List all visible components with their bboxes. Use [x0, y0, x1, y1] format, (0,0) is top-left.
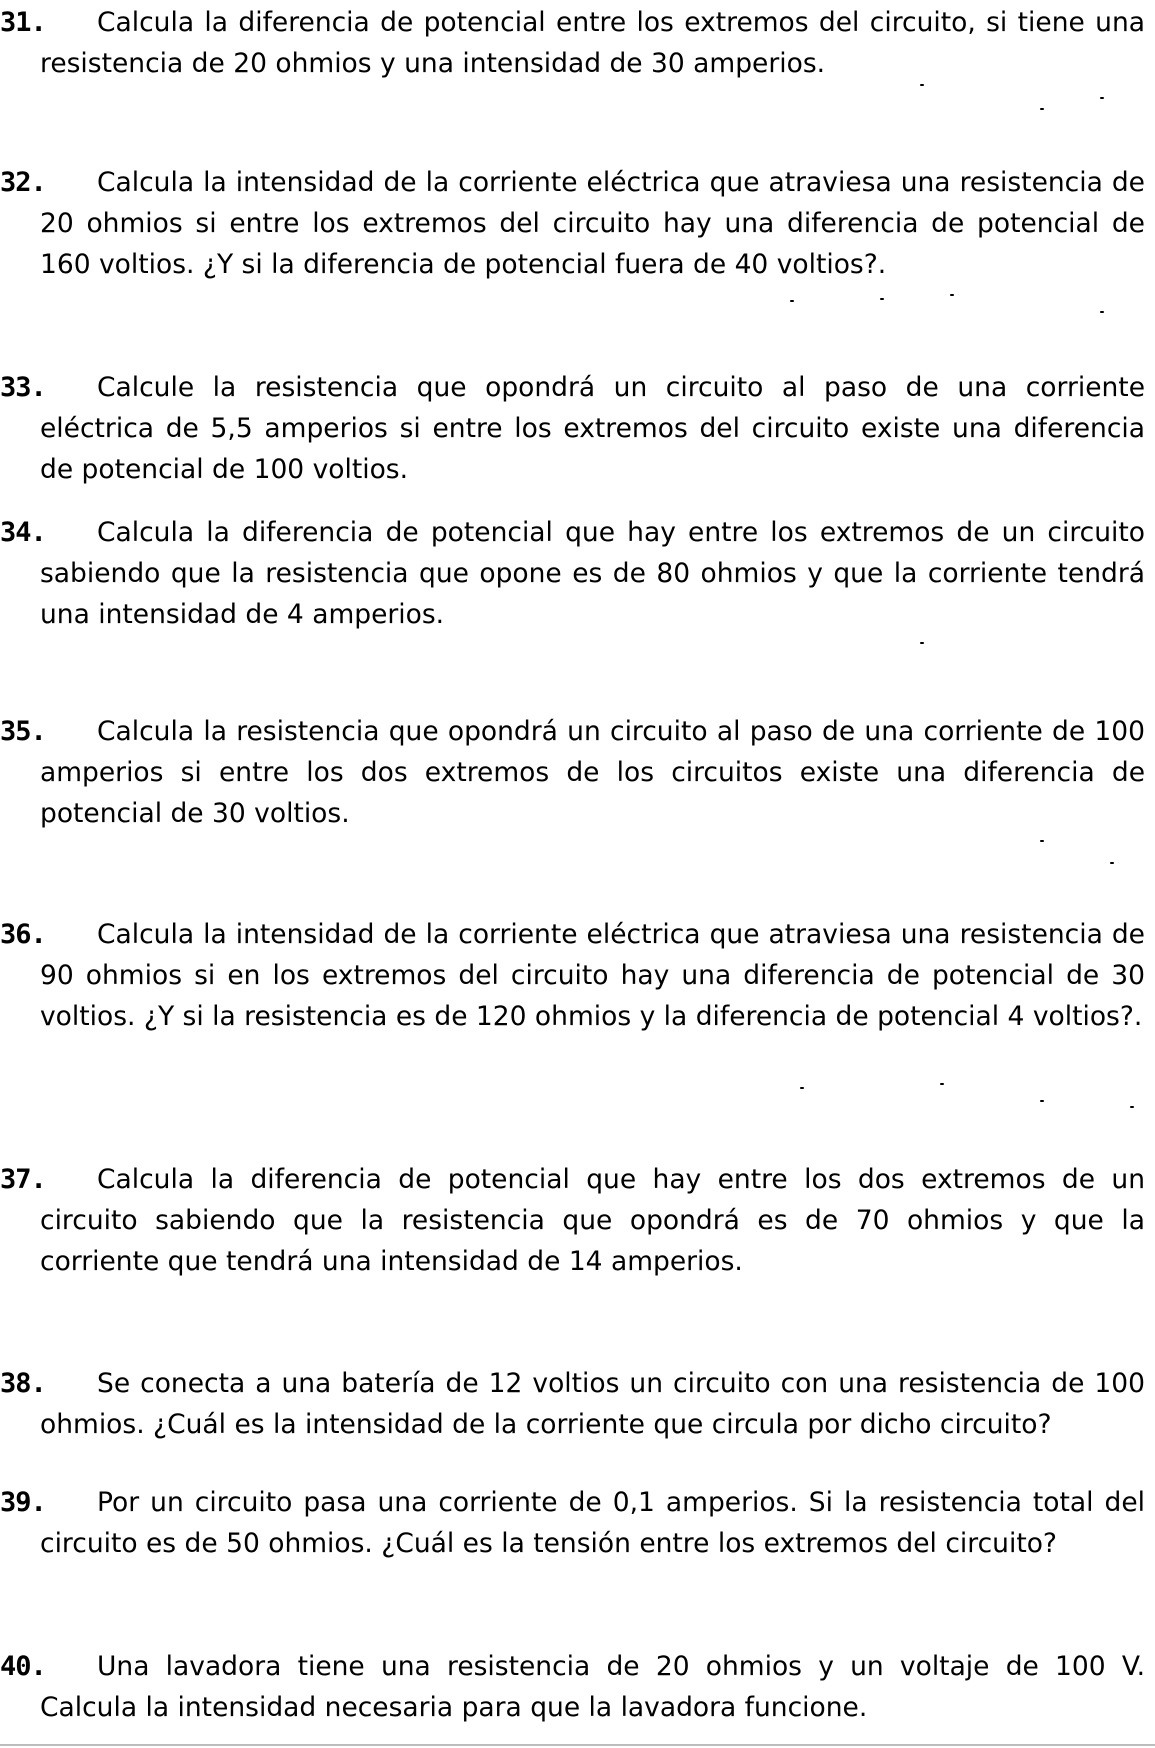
problem-text: Se conecta a una batería de 12 voltios un circuito con una resistencia de 100 ohmios. ¿Cuál es la intensidad de la corriente que circula por dicho circuito? — [40, 1368, 1145, 1440]
problem-35 — [0, 711, 1145, 834]
problem-38 — [0, 1363, 1145, 1445]
problem-number: 31. — [0, 7, 46, 38]
problem-number: 39. — [0, 1487, 46, 1518]
problem-40 — [0, 1646, 1145, 1728]
problem-number: 40. — [0, 1651, 46, 1682]
problem-number: 37. — [0, 1164, 46, 1195]
scan-speck — [1040, 1100, 1044, 1102]
problem-32 — [0, 162, 1145, 285]
problem-39 — [0, 1482, 1145, 1564]
scan-speck — [940, 1083, 944, 1085]
problem-number: 32. — [0, 167, 46, 198]
problem-33 — [0, 367, 1145, 490]
problem-text: Calcule la resistencia que opondrá un circuito al paso de una corriente eléctrica de 5,5 amperios si entre los extremos del circuito existe una diferencia de potencial de 100 voltios. — [40, 372, 1145, 485]
problem-number: 34. — [0, 517, 46, 548]
problem-number: 36. — [0, 919, 46, 950]
problem-text: Calcula la diferencia de potencial que hay entre los dos extremos de un circuito sabiendo que la resistencia que opondrá es de 70 ohmios y que la corriente que tendrá una intensidad de 14 amperios. — [40, 1164, 1145, 1277]
problem-text: Calcula la resistencia que opondrá un circuito al paso de una corriente de 100 amperios si entre los dos extremos de los circuitos existe una diferencia de potencial de 30 voltios. — [40, 716, 1145, 829]
scan-speck — [1100, 311, 1104, 313]
scan-speck — [920, 642, 924, 644]
problem-text: Calcula la diferencia de potencial entre los extremos del circuito, si tiene una resistencia de 20 ohmios y una intensidad de 30 amperios. — [40, 7, 1145, 79]
scan-speck — [790, 300, 794, 302]
page-bottom-edge — [0, 1744, 1155, 1746]
scan-speck — [800, 1087, 804, 1089]
problem-text: Una lavadora tiene una resistencia de 20 ohmios y un voltaje de 100 V. Calcula la intensidad necesaria para que la lavadora funcione. — [40, 1651, 1145, 1723]
problem-text: Calcula la intensidad de la corriente eléctrica que atraviesa una resistencia de 20 ohmios si entre los extremos del circuito hay una diferencia de potencial de 160 voltios. ¿Y si la diferencia de potencial fuera de 40 voltios?. — [40, 167, 1145, 280]
problem-number: 38. — [0, 1368, 46, 1399]
problem-34 — [0, 512, 1145, 635]
scan-speck — [880, 298, 884, 300]
scan-speck — [1130, 1106, 1134, 1108]
scan-speck — [1040, 108, 1044, 110]
scan-speck — [950, 294, 954, 296]
problem-36 — [0, 914, 1145, 1037]
problem-31 — [0, 2, 1145, 84]
scan-speck — [1110, 862, 1114, 864]
problem-text: Por un circuito pasa una corriente de 0,1 amperios. Si la resistencia total del circuito es de 50 ohmios. ¿Cuál es la tensión entre los extremos del circuito? — [40, 1487, 1145, 1559]
problem-number: 35. — [0, 716, 46, 747]
scan-speck — [1100, 97, 1104, 99]
problem-text: Calcula la intensidad de la corriente eléctrica que atraviesa una resistencia de 90 ohmios si en los extremos del circuito hay una diferencia de potencial de 30 voltios. ¿Y si la resistencia es de 120 ohmios y la diferencia de potencial 4 voltios?. — [40, 919, 1145, 1032]
problem-text: Calcula la diferencia de potencial que hay entre los extremos de un circuito sabiendo que la resistencia que opone es de 80 ohmios y que la corriente tendrá una intensidad de 4 amperios. — [40, 517, 1145, 630]
problem-37 — [0, 1159, 1145, 1282]
problem-number: 33. — [0, 372, 46, 403]
scan-speck — [1040, 840, 1044, 842]
scan-speck — [920, 84, 924, 86]
